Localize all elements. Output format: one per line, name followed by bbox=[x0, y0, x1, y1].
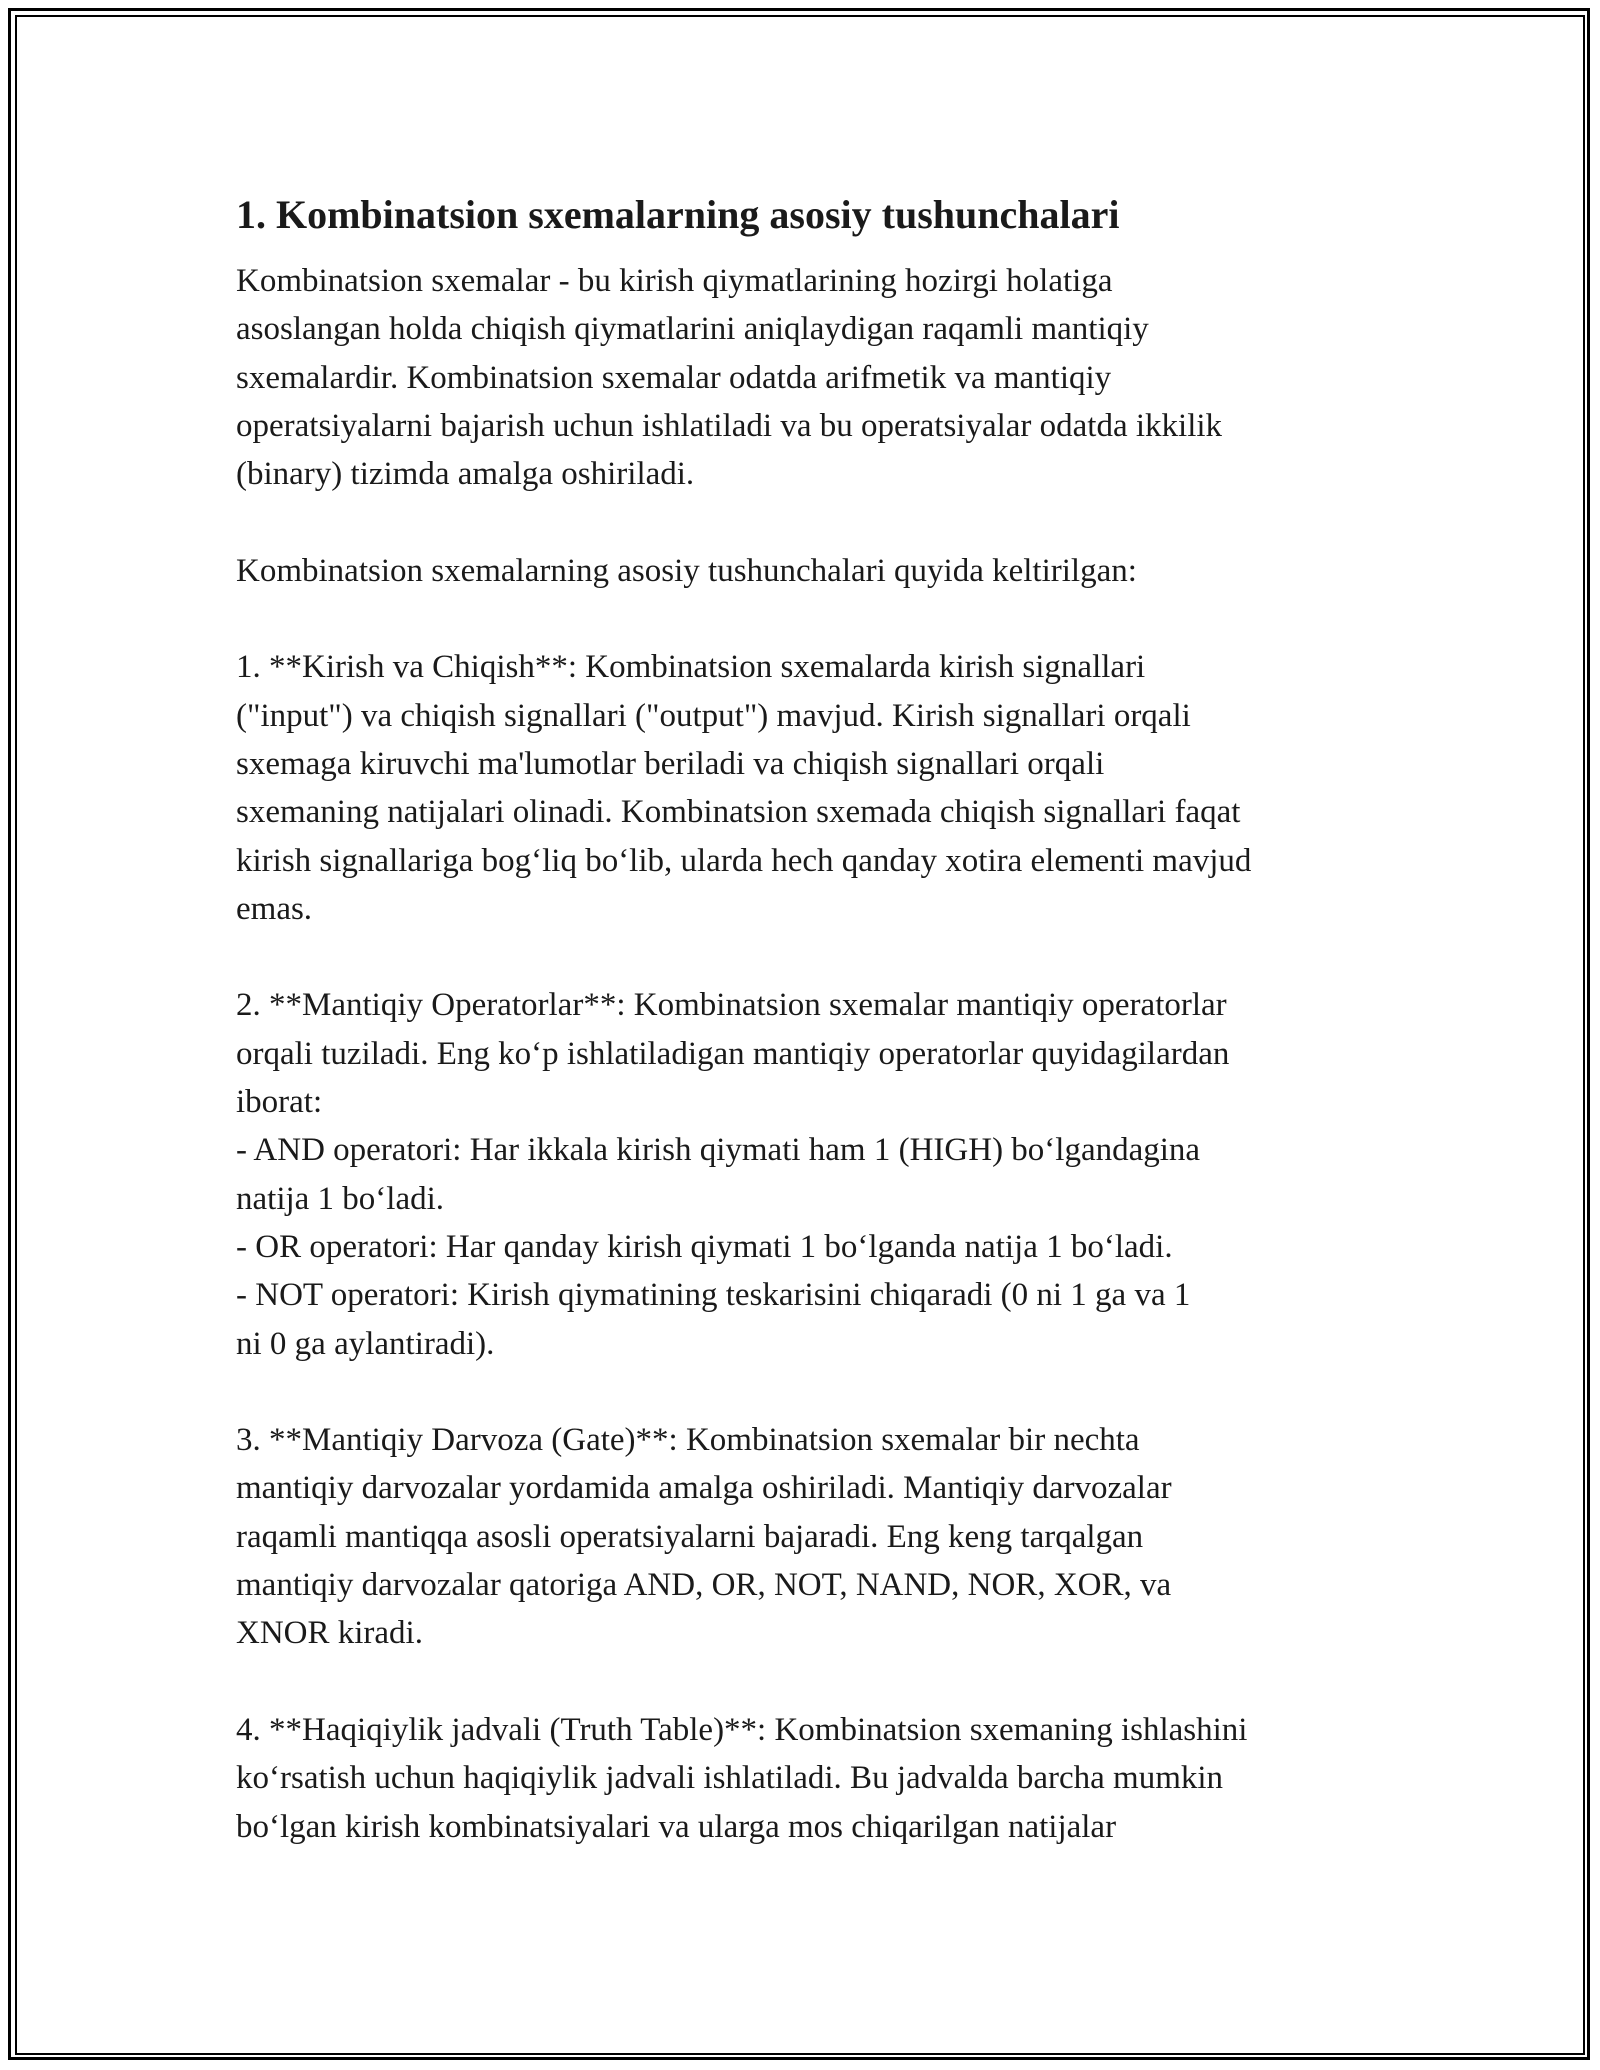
paragraph-logic-gates: 3. **Mantiqiy Darvoza (Gate)**: Kombinatsion sxemalar bir nechta mantiqiy darvozalar yordamida amalga oshiriladi. Mantiqiy darvozalar raqamli mantiqqa asosli operatsiyalarni bajaradi. Eng keng tarqalgan mantiqiy darvozalar qatoriga AND, OR, NOT, NAND, NOR, XOR, va XNOR kiradi. bbox=[236, 1422, 1172, 1652]
paragraph-truth-table: 4. **Haqiqiylik jadvali (Truth Table)**: Kombinatsion sxemaning ishlashini ko‘rsatish uchun haqiqiylik jadvali ishlatiladi. Bu jadvalda barcha mumkin bo‘lgan kirish kombinatsiyalari va ularga mos chiqarilgan natijalar bbox=[236, 1711, 1248, 1845]
document-body bbox=[236, 185, 1386, 1851]
paragraph-logic-operators: 2. **Mantiqiy Operatorlar**: Kombinatsion sxemalar mantiqiy operatorlar orqali tuziladi. Eng ko‘p ishlatiladigan mantiqiy operatorlar quyidagilardan iborat: - AND operatori: Har ikkala kirish qiymati ham 1 (HIGH) bo‘lgandagina natija 1 bo‘ladi. - OR operatori: Har qanday kirish qiymati 1 bo‘lganda natija 1 bo‘ladi. - NOT operatori: Kirish qiymatining teskarisini chiqaradi (0 ni 1 ga va 1 ni 0 ga aylantiradi). bbox=[236, 987, 1230, 1362]
paragraph-list-intro: Kombinatsion sxemalarning asosiy tushunchalari quyida keltirilgan: bbox=[236, 552, 1137, 589]
paragraph-input-output: 1. **Kirish va Chiqish**: Kombinatsion sxemalarda kirish signallari ("input") va chiqish signallari ("output") mavjud. Kirish signallari orqali sxemaga kiruvchi ma'lumotlar beriladi va chiqish signallari orqali sxemaning natijalari olinadi. Kombinatsion sxemada chiqish signallari faqat kirish signallariga bog‘liq bo‘lib, ularda hech qanday xotira elementi mavjud emas. bbox=[236, 649, 1252, 927]
paragraph-intro: Kombinatsion sxemalar - bu kirish qiymatlarining hozirgi holatiga asoslangan holda chiqish qiymatlarini aniqlaydigan raqamli mantiqiy sxemalardir. Kombinatsion sxemalar odatda arifmetik va mantiqiy operatsiyalarni bajarish uchun ishlatiladi va bu operatsiyalar odatda ikkilik (binary) tizimda amalga oshiriladi. bbox=[236, 263, 1223, 493]
section-heading: 1. Kombinatsion sxemalarning asosiy tushunchalari bbox=[236, 192, 1120, 237]
